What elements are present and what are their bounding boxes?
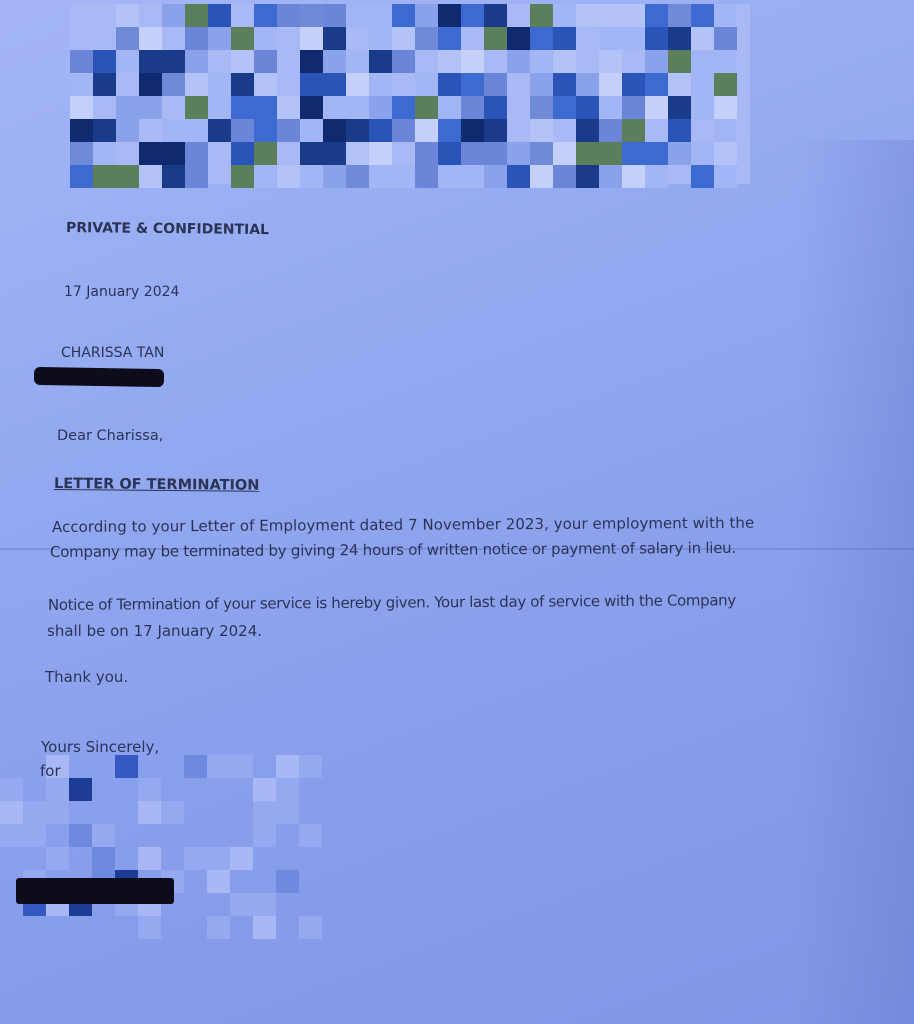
mosaic-tile [116, 96, 139, 119]
mosaic-tile [346, 165, 369, 188]
mosaic-tile [162, 119, 185, 142]
mosaic-tile [668, 142, 691, 165]
mosaic-tile [415, 142, 438, 165]
mosaic-tile [599, 27, 622, 50]
mosaic-tile [622, 27, 645, 50]
mosaic-tile [277, 4, 300, 27]
mosaic-tile [622, 73, 645, 96]
mosaic-tile [231, 119, 254, 142]
mosaic-tile [438, 119, 461, 142]
mosaic-tile [461, 96, 484, 119]
pixelated-letterhead [70, 4, 750, 184]
mosaic-tile [93, 142, 116, 165]
mosaic-tile [553, 50, 576, 73]
mosaic-tile [300, 165, 323, 188]
letter-date: 17 January 2024 [64, 284, 180, 300]
mosaic-tile [691, 4, 714, 27]
mosaic-tile [253, 916, 276, 939]
mosaic-tile [208, 119, 231, 142]
redacted-signatory-name [16, 878, 174, 904]
mosaic-tile [668, 73, 691, 96]
mosaic-tile [392, 119, 415, 142]
mosaic-tile [668, 96, 691, 119]
mosaic-tile [116, 165, 139, 188]
mosaic-tile [369, 119, 392, 142]
mosaic-tile [162, 165, 185, 188]
mosaic-tile [530, 50, 553, 73]
mosaic-tile [691, 142, 714, 165]
mosaic-tile [277, 165, 300, 188]
mosaic-tile [645, 73, 668, 96]
mosaic-tile [70, 165, 93, 188]
mosaic-tile [484, 96, 507, 119]
mosaic-tile [599, 142, 622, 165]
mosaic-tile [254, 4, 277, 27]
mosaic-tile [714, 50, 737, 73]
mosaic-tile [714, 4, 737, 27]
mosaic-tile [461, 50, 484, 73]
mosaic-tile [207, 755, 230, 778]
mosaic-tile [484, 4, 507, 27]
mosaic-tile [507, 142, 530, 165]
mosaic-tile [23, 801, 46, 824]
mosaic-tile [668, 50, 691, 73]
mosaic-tile [185, 96, 208, 119]
mosaic-tile [70, 50, 93, 73]
mosaic-tile [622, 142, 645, 165]
mosaic-tile [231, 96, 254, 119]
mosaic-tile [93, 50, 116, 73]
mosaic-tile [185, 27, 208, 50]
mosaic-tile [622, 96, 645, 119]
mosaic-tile [323, 4, 346, 27]
mosaic-tile [276, 801, 299, 824]
mosaic-tile [507, 165, 530, 188]
mosaic-tile [254, 96, 277, 119]
mosaic-tile [323, 119, 346, 142]
mosaic-tile [253, 801, 276, 824]
mosaic-tile [300, 96, 323, 119]
mosaic-tile [300, 119, 323, 142]
mosaic-tile [115, 755, 138, 778]
mosaic-tile [576, 4, 599, 27]
mosaic-tile [438, 165, 461, 188]
mosaic-tile [139, 96, 162, 119]
mosaic-tile [645, 96, 668, 119]
mosaic-tile [323, 96, 346, 119]
mosaic-tile [691, 27, 714, 50]
mosaic-tile [415, 4, 438, 27]
mosaic-tile [461, 119, 484, 142]
mosaic-tile [300, 4, 323, 27]
salutation: Dear Charissa, [57, 428, 164, 444]
mosaic-tile [714, 165, 737, 188]
mosaic-tile [138, 916, 161, 939]
confidentiality-label: PRIVATE & CONFIDENTIAL [65, 220, 270, 239]
mosaic-tile [691, 73, 714, 96]
paper-shadow [794, 140, 914, 1024]
mosaic-tile [392, 165, 415, 188]
mosaic-tile [599, 96, 622, 119]
mosaic-tile [645, 165, 668, 188]
mosaic-tile [92, 824, 115, 847]
paragraph2-line1: Notice of Termination of your service is hereby given. Your last day of service with the Company [47, 591, 736, 614]
mosaic-tile [253, 824, 276, 847]
mosaic-tile [645, 27, 668, 50]
mosaic-tile [230, 893, 253, 916]
mosaic-tile [70, 119, 93, 142]
mosaic-tile [300, 73, 323, 96]
paragraph1-line2: Company may be terminated by giving 24 hours of written notice or payment of salary in lieu. [49, 538, 736, 561]
mosaic-tile [299, 824, 322, 847]
mosaic-tile [93, 73, 116, 96]
mosaic-tile [254, 50, 277, 73]
mosaic-tile [438, 73, 461, 96]
mosaic-tile [668, 4, 691, 27]
mosaic-tile [185, 73, 208, 96]
mosaic-tile [254, 119, 277, 142]
mosaic-tile [645, 50, 668, 73]
mosaic-tile [346, 73, 369, 96]
mosaic-tile [184, 755, 207, 778]
mosaic-tile [369, 96, 392, 119]
mosaic-tile [714, 73, 737, 96]
mosaic-tile [484, 119, 507, 142]
mosaic-tile [230, 755, 253, 778]
mosaic-tile [138, 801, 161, 824]
mosaic-tile [438, 96, 461, 119]
mosaic-tile [369, 165, 392, 188]
mosaic-tile [254, 165, 277, 188]
mosaic-tile [645, 4, 668, 27]
mosaic-tile [530, 73, 553, 96]
mosaic-tile [116, 27, 139, 50]
mosaic-tile [714, 96, 737, 119]
for-label: for [40, 762, 61, 780]
mosaic-tile [254, 73, 277, 96]
mosaic-tile [92, 847, 115, 870]
mosaic-tile [253, 778, 276, 801]
mosaic-tile [323, 142, 346, 165]
mosaic-tile [553, 142, 576, 165]
redacted-recipient-address [34, 367, 164, 387]
mosaic-tile [207, 870, 230, 893]
mosaic-tile [507, 27, 530, 50]
mosaic-tile [691, 96, 714, 119]
mosaic-tile [392, 50, 415, 73]
mosaic-tile [277, 96, 300, 119]
mosaic-tile [116, 4, 139, 27]
mosaic-tile [139, 73, 162, 96]
mosaic-tile [599, 165, 622, 188]
mosaic-tile [530, 96, 553, 119]
mosaic-tile [69, 778, 92, 801]
mosaic-tile [599, 119, 622, 142]
mosaic-tile [691, 165, 714, 188]
mosaic-tile [392, 27, 415, 50]
mosaic-tile [530, 27, 553, 50]
mosaic-tile [369, 4, 392, 27]
mosaic-tile [461, 4, 484, 27]
mosaic-tile [369, 142, 392, 165]
mosaic-tile [231, 142, 254, 165]
mosaic-tile [392, 96, 415, 119]
mosaic-tile [253, 893, 276, 916]
mosaic-tile [185, 50, 208, 73]
mosaic-tile [599, 4, 622, 27]
mosaic-tile [714, 27, 737, 50]
mosaic-tile [300, 27, 323, 50]
mosaic-tile [346, 142, 369, 165]
mosaic-tile [415, 73, 438, 96]
mosaic-tile [346, 96, 369, 119]
mosaic-tile [300, 142, 323, 165]
mosaic-tile [323, 27, 346, 50]
mosaic-tile [553, 73, 576, 96]
mosaic-tile [208, 4, 231, 27]
mosaic-tile [299, 916, 322, 939]
mosaic-tile [254, 27, 277, 50]
mosaic-tile [70, 142, 93, 165]
mosaic-tile [46, 847, 69, 870]
mosaic-tile [231, 27, 254, 50]
mosaic-tile [70, 73, 93, 96]
letter-subject: LETTER OF TERMINATION [53, 476, 260, 494]
mosaic-tile [530, 142, 553, 165]
mosaic-tile [530, 165, 553, 188]
mosaic-tile [46, 778, 69, 801]
mosaic-tile [714, 142, 737, 165]
mosaic-tile [576, 96, 599, 119]
mosaic-tile [714, 119, 737, 142]
mosaic-tile [277, 119, 300, 142]
closing-line: Yours Sincerely, [41, 738, 160, 756]
mosaic-tile [231, 73, 254, 96]
mosaic-tile [185, 4, 208, 27]
mosaic-tile [668, 27, 691, 50]
mosaic-tile [576, 119, 599, 142]
mosaic-tile [184, 847, 207, 870]
mosaic-tile [276, 755, 299, 778]
mosaic-tile [484, 142, 507, 165]
mosaic-tile [369, 73, 392, 96]
thanks-line: Thank you. [45, 668, 129, 686]
mosaic-tile [93, 119, 116, 142]
mosaic-tile [530, 119, 553, 142]
mosaic-tile [23, 824, 46, 847]
mosaic-tile [369, 50, 392, 73]
mosaic-tile [207, 916, 230, 939]
mosaic-tile [116, 119, 139, 142]
mosaic-tile [207, 847, 230, 870]
mosaic-tile [438, 50, 461, 73]
mosaic-tile [392, 4, 415, 27]
mosaic-tile [208, 73, 231, 96]
mosaic-tile [323, 73, 346, 96]
mosaic-tile [461, 142, 484, 165]
mosaic-tile [553, 4, 576, 27]
mosaic-tile [507, 50, 530, 73]
mosaic-tile [93, 165, 116, 188]
pixelated-signature-block [0, 755, 340, 955]
paragraph2-line2: shall be on 17 January 2024. [47, 622, 263, 640]
mosaic-tile [138, 847, 161, 870]
mosaic-tile [576, 142, 599, 165]
mosaic-tile [599, 73, 622, 96]
mosaic-tile [161, 801, 184, 824]
mosaic-tile [484, 73, 507, 96]
mosaic-tile [530, 4, 553, 27]
mosaic-tile [0, 824, 23, 847]
mosaic-tile [461, 165, 484, 188]
mosaic-tile [70, 96, 93, 119]
mosaic-tile [346, 50, 369, 73]
mosaic-tile [276, 778, 299, 801]
mosaic-tile [484, 27, 507, 50]
mosaic-tile [691, 50, 714, 73]
mosaic-tile [346, 119, 369, 142]
mosaic-tile [139, 165, 162, 188]
mosaic-tile [276, 870, 299, 893]
mosaic-tile [415, 119, 438, 142]
mosaic-tile [323, 50, 346, 73]
mosaic-tile [438, 27, 461, 50]
mosaic-tile [46, 801, 69, 824]
mosaic-tile [254, 142, 277, 165]
mosaic-tile [185, 119, 208, 142]
mosaic-tile [139, 50, 162, 73]
mosaic-tile [231, 165, 254, 188]
mosaic-tile [576, 73, 599, 96]
mosaic-tile [116, 50, 139, 73]
mosaic-tile [346, 4, 369, 27]
mosaic-tile [299, 755, 322, 778]
mosaic-tile [231, 50, 254, 73]
mosaic-tile [622, 4, 645, 27]
mosaic-tile [162, 50, 185, 73]
mosaic-tile [622, 165, 645, 188]
recipient-name: CHARISSA TAN [61, 345, 165, 361]
mosaic-tile [0, 778, 23, 801]
mosaic-tile [185, 142, 208, 165]
mosaic-tile [553, 165, 576, 188]
mosaic-tile [208, 96, 231, 119]
mosaic-tile [230, 847, 253, 870]
mosaic-tile [138, 778, 161, 801]
mosaic-tile [208, 27, 231, 50]
mosaic-tile [162, 4, 185, 27]
mosaic-tile [484, 165, 507, 188]
mosaic-tile [645, 142, 668, 165]
mosaic-tile [369, 27, 392, 50]
mosaic-tile [415, 165, 438, 188]
mosaic-tile [415, 96, 438, 119]
mosaic-tile [415, 27, 438, 50]
mosaic-tile [162, 73, 185, 96]
paragraph1-line1: According to your Letter of Employment dated 7 November 2023, your employment with the [51, 513, 755, 536]
mosaic-tile [0, 801, 23, 824]
mosaic-tile [162, 142, 185, 165]
mosaic-tile [553, 27, 576, 50]
mosaic-tile [576, 165, 599, 188]
mosaic-tile [139, 27, 162, 50]
mosaic-tile [668, 119, 691, 142]
mosaic-tile [553, 96, 576, 119]
mosaic-tile [622, 119, 645, 142]
mosaic-tile [139, 142, 162, 165]
mosaic-tile [438, 4, 461, 27]
mosaic-tile [599, 50, 622, 73]
mosaic-tile [323, 165, 346, 188]
mosaic-tile [438, 142, 461, 165]
mosaic-tile [185, 165, 208, 188]
mosaic-tile [461, 73, 484, 96]
mosaic-tile [69, 824, 92, 847]
mosaic-tile [300, 50, 323, 73]
